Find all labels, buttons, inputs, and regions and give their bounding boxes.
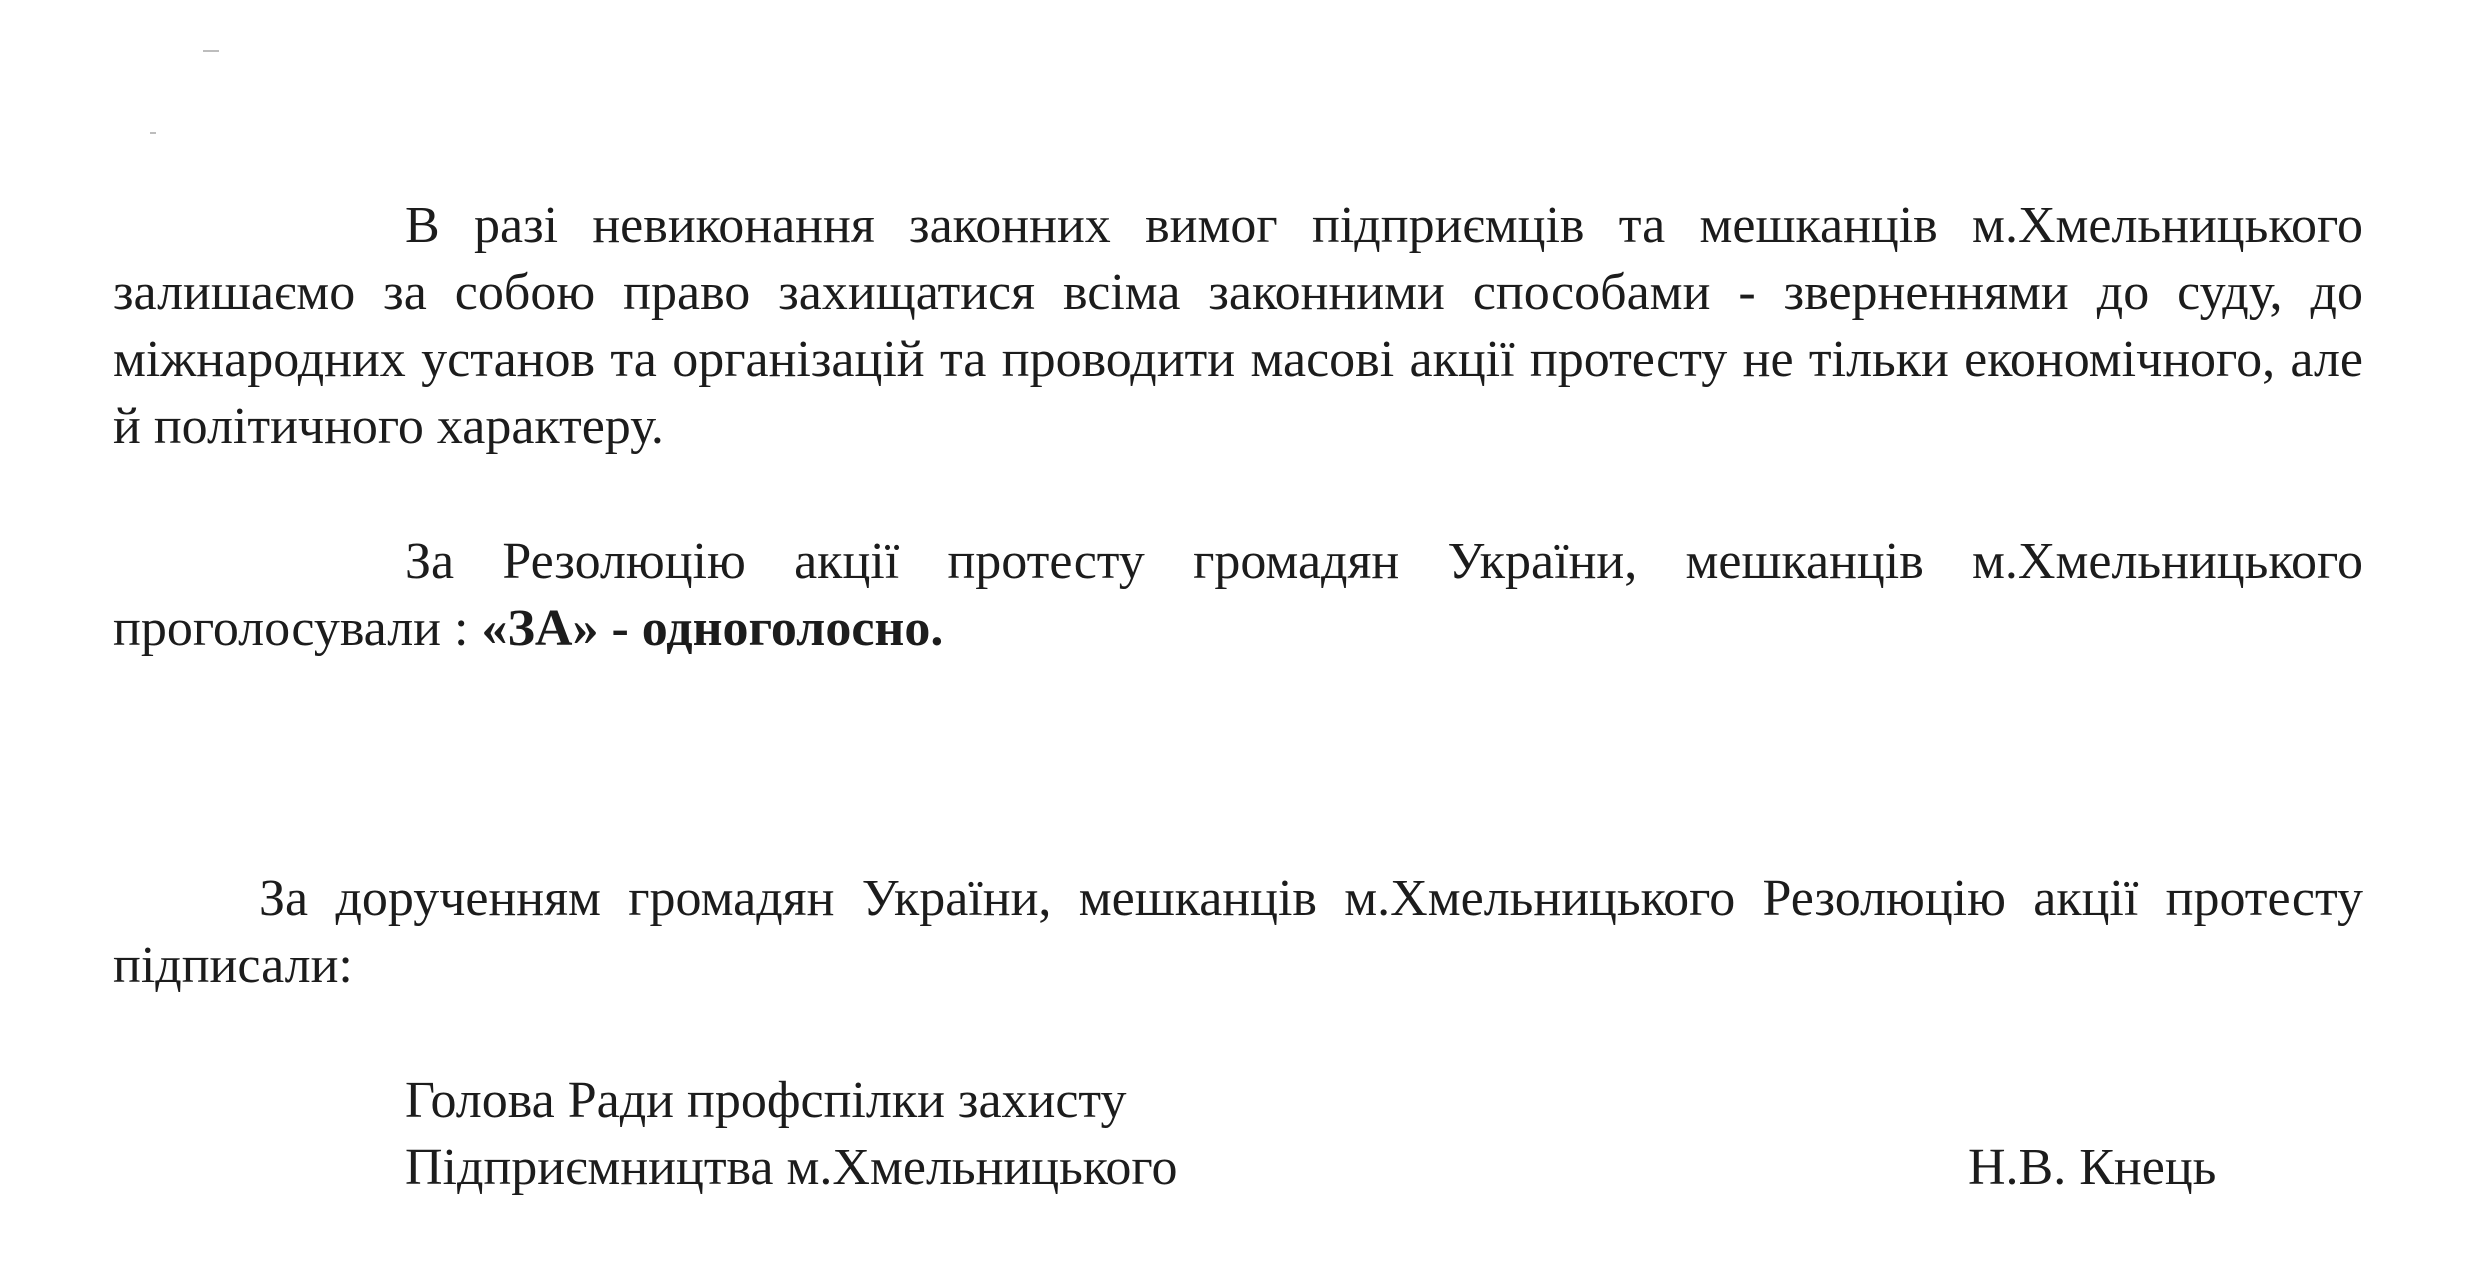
- signatory-title-line2: Підприємництва м.Хмельницького: [405, 1139, 1178, 1196]
- paragraph-consequences: В разі невиконання законних вимог підприємців та мешканців м.Хмельницького залишаємо за собою право захищатися всіма законними способами - зверненнями до суду, до міжнародних установ та організацій та проводити масові акції протесту не тільки економічного, але й політичного характеру.: [113, 197, 2363, 455]
- vote-text: За Резолюцію акції протесту громадян України, мешканців м.Хмельницького проголосували :: [113, 533, 2363, 657]
- paragraph-vote: [113, 528, 2363, 662]
- scan-speck: [203, 50, 219, 52]
- signatory-title-line1: Голова Ради профспілки захисту: [405, 1072, 1127, 1129]
- signatory-name: Н.В. Кнець: [1968, 1139, 2217, 1196]
- vote-result: «ЗА» - одноголосно.: [481, 600, 944, 657]
- paragraph-signed-by: За дорученням громадян України, мешканців м.Хмельницького Резолюцію акції протесту підписали:: [113, 870, 2363, 994]
- signatory-title: [405, 1067, 1177, 1201]
- scan-speck: [150, 132, 156, 134]
